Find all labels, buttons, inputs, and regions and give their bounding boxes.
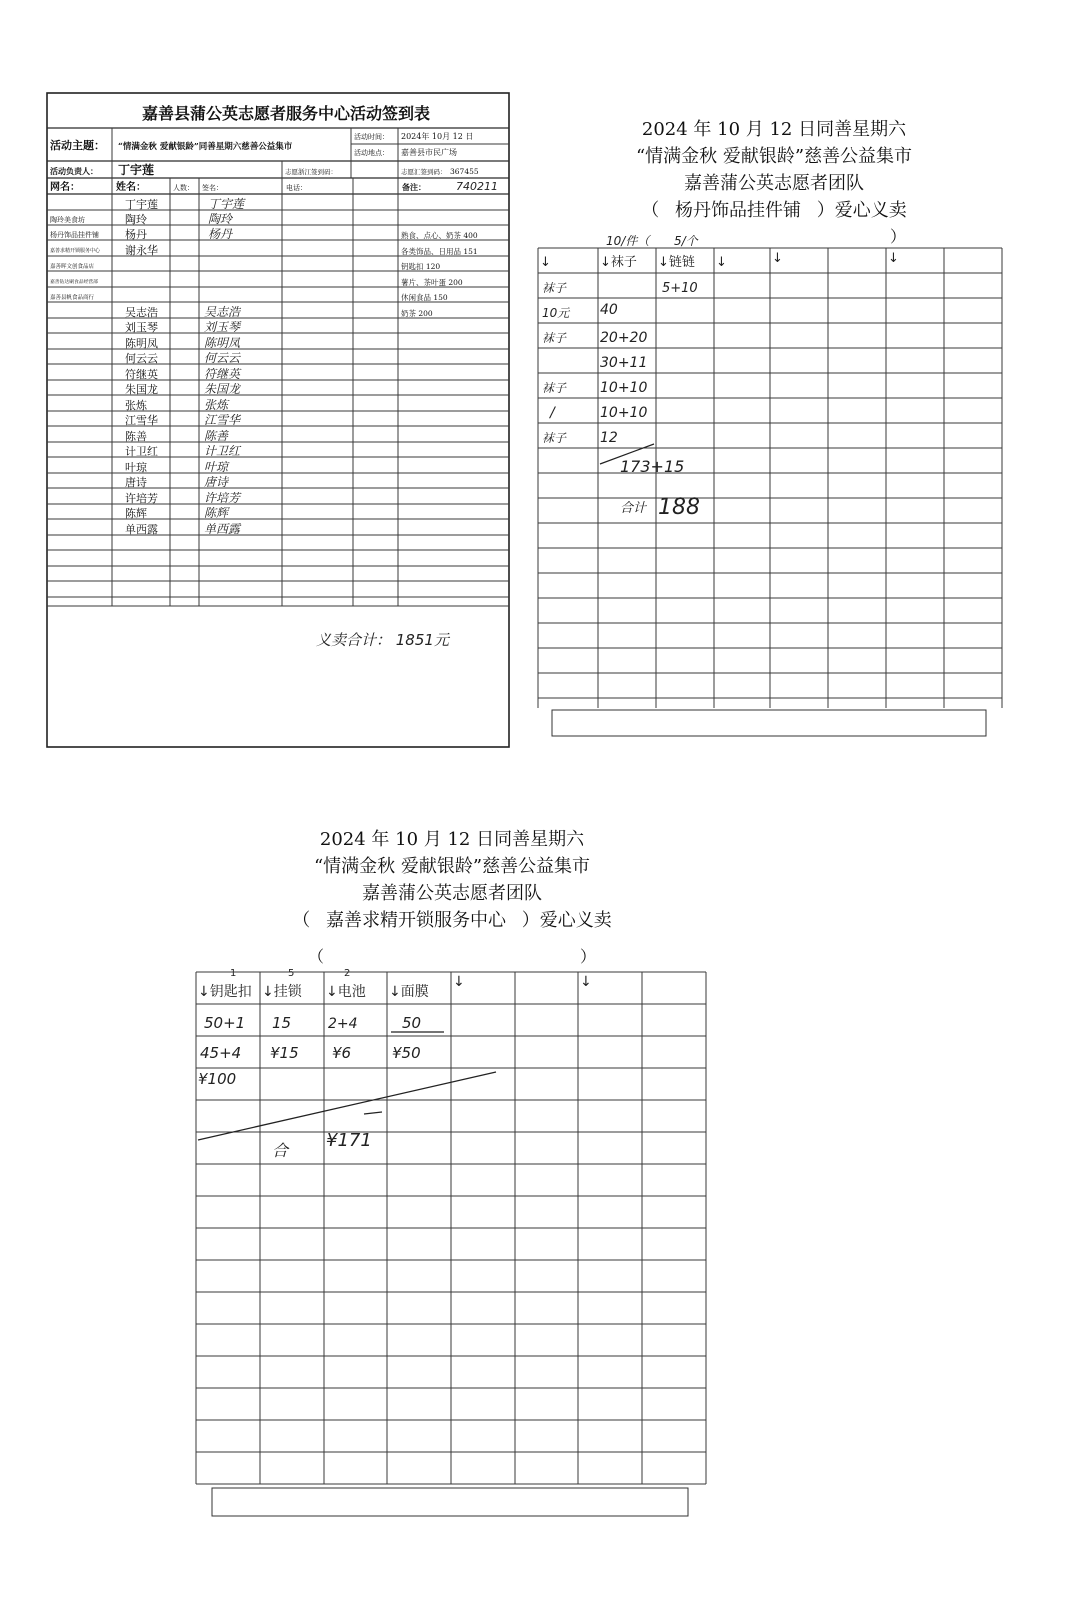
sales-entries: [542, 281, 700, 520]
column-heads: [198, 974, 592, 1000]
row-value: 50: [402, 1014, 422, 1032]
column-heads: [540, 251, 899, 270]
vendor-name: 杨丹饰品挂件铺: [675, 200, 801, 221]
signature: 何云云: [204, 351, 241, 365]
subtotal: 173+15: [620, 457, 685, 476]
person-name: 丁宇莲: [125, 198, 158, 211]
header-date: 2024 年 10 月 12 日同善星期六: [319, 829, 585, 850]
header-event: “情满金秋 爱献银龄”慈善公益集市: [313, 856, 591, 877]
signature: 朱国龙: [204, 382, 241, 396]
col-head-web: 网名：: [50, 182, 80, 193]
row-value: 10+10: [600, 380, 648, 396]
time-value: 2024年 10月 12 日: [401, 132, 474, 141]
person-name: 单西露: [125, 523, 158, 536]
signature: 叶琼: [204, 460, 229, 474]
person-name: 何云云: [125, 352, 158, 365]
theme-value: “情满金秋 爱献银龄”同善星期六慈善公益集市: [118, 142, 293, 152]
col-head-sign: 签名：: [202, 184, 223, 192]
signature: 许培芳: [204, 491, 241, 505]
person-name: 刘玉琴: [125, 321, 158, 334]
note-text: 奶茶 200: [401, 309, 433, 318]
row-value: 2+4: [328, 1016, 358, 1032]
signature: 张炼: [204, 398, 229, 412]
total-label: 合计: [620, 501, 647, 516]
person-name: 计卫红: [125, 445, 158, 458]
theme-label: 活动主题：: [50, 139, 105, 152]
signin-sheet: [46, 92, 510, 748]
hand-price-note: 5/个: [674, 234, 698, 248]
column-head: ↓链链: [658, 255, 695, 270]
charity-sale-label: ）爱心义卖: [816, 200, 907, 221]
row-value: 5+10: [662, 281, 698, 296]
row-value: ¥50: [392, 1044, 421, 1062]
row-value: 12: [600, 430, 618, 446]
signin-table: [46, 92, 510, 748]
org-name: 嘉善求精开锁服务中心: [50, 248, 101, 254]
note-text: 休闲食品 150: [401, 293, 448, 302]
column-head: ↓: [580, 974, 592, 990]
paren-close: ）: [580, 947, 597, 966]
signature: 丁宇莲: [208, 197, 245, 211]
note-text: 熟食、点心、奶茶 400: [401, 231, 478, 240]
org-name: 嘉善县帆食品商行: [50, 295, 95, 301]
tally-tick: 5: [288, 968, 295, 979]
tally-tick: 1: [230, 968, 237, 979]
header-team: 嘉善蒲公英志愿者团队: [684, 173, 864, 194]
column-head: ↓: [540, 255, 551, 270]
row-label: 袜子: [542, 281, 567, 295]
header-team: 嘉善蒲公英志愿者团队: [362, 883, 542, 904]
row-label: 袜子: [542, 381, 567, 395]
person-name: 陈明凤: [125, 337, 158, 350]
hz-code-label: 志愿汇签到码：: [401, 168, 447, 176]
sales-grid: [186, 800, 718, 1540]
person-name: 陶玲: [125, 213, 147, 226]
col-head-phone: 电话：: [286, 184, 307, 192]
person-name: 符继英: [125, 368, 158, 381]
signature: 江雪华: [204, 413, 241, 427]
signature: 计卫红: [204, 444, 241, 458]
person-name: 陈辉: [125, 507, 147, 520]
column-head: ↓: [772, 251, 783, 266]
row-value: ¥15: [270, 1044, 299, 1062]
col-head-name: 姓名：: [116, 182, 146, 193]
row-label: 袜子: [542, 331, 567, 345]
person-name: 杨丹: [125, 228, 147, 241]
person-name: 谢永华: [125, 244, 158, 257]
row-label: 10元: [542, 306, 570, 320]
org-name: 杨丹饰品挂件铺: [50, 231, 99, 239]
paren-close: ）: [890, 227, 907, 246]
leader-value: 丁宇莲: [118, 163, 155, 177]
column-head: ↓: [716, 255, 727, 270]
row-value: 20+20: [600, 330, 648, 346]
person-name: 朱国龙: [125, 383, 158, 396]
org-name: 陶玲美食坊: [50, 216, 85, 224]
header-date: 2024 年 10 月 12 日同善星期六: [641, 119, 907, 140]
signature: 陈辉: [204, 506, 229, 520]
column-head: ↓: [888, 251, 899, 266]
total-value: 188: [658, 495, 700, 520]
row-value: ¥6: [332, 1044, 352, 1062]
sales-sheet-lock-service: [186, 800, 718, 1540]
person-name: 唐诗: [125, 476, 147, 489]
charity-sale-label: ）爱心义卖: [521, 910, 612, 931]
signature: 陶玲: [208, 212, 233, 226]
note-text: 钥匙扣 120: [401, 262, 441, 271]
signature: 杨丹: [208, 227, 233, 241]
signature: 陈明凤: [204, 336, 241, 350]
place-value: 嘉善县市民广场: [401, 148, 457, 157]
signature: 陈善: [204, 429, 229, 443]
column-head: ↓钥匙扣: [198, 984, 252, 1000]
org-name: 嘉善钻达刷食品经营部: [50, 280, 98, 285]
place-label: 活动地点：: [354, 149, 389, 157]
note-first: 740211: [456, 180, 498, 193]
hand-price-note: 10/件（: [606, 234, 650, 248]
row-value: 15: [272, 1014, 292, 1032]
sales-sheet-yangdan: [528, 76, 1020, 766]
person-name: 陈善: [125, 430, 147, 443]
row-label: /: [550, 405, 555, 421]
person-name: 许培芳: [125, 492, 158, 505]
row-value: 45+4: [200, 1044, 242, 1062]
footer-box: [212, 1488, 688, 1516]
org-name: 嘉善晖文创食品店: [50, 264, 95, 270]
column-head: ↓挂锁: [262, 984, 302, 1000]
signature: 吴志浩: [204, 305, 241, 319]
row-value: ¥100: [198, 1070, 237, 1088]
hz-code-value: 367455: [450, 167, 479, 176]
note-text: 薯片、茶叶蛋 200: [401, 278, 463, 287]
sales-grid: [528, 76, 1020, 766]
vendor-name: 嘉善求精开锁服务中心: [326, 910, 506, 931]
total-label: 合: [272, 1141, 289, 1160]
column-head: ↓袜子: [600, 255, 637, 270]
time-label: 活动时间：: [354, 133, 389, 141]
person-name: 江雪华: [125, 414, 158, 427]
total-value: ¥171: [326, 1130, 372, 1151]
zj-code-label: 志愿浙江签到码：: [285, 168, 337, 176]
paren-open: （: [292, 910, 311, 931]
column-head: ↓电池: [326, 984, 366, 1000]
tally-tick: 2: [344, 968, 351, 979]
paren-open: （: [641, 200, 660, 221]
header-event: “情满金秋 爱献银龄”慈善公益集市: [635, 146, 913, 167]
signature: 刘玉琴: [204, 320, 241, 334]
signature: 唐诗: [204, 475, 229, 489]
paren-open: （: [308, 947, 325, 966]
col-head-count: 人数：: [173, 184, 194, 192]
footer-box: [552, 710, 986, 736]
person-name: 张炼: [125, 399, 147, 412]
row-value: 30+11: [600, 355, 648, 371]
person-name: 吴志浩: [125, 306, 158, 319]
signin-title: 嘉善县蒲公英志愿者服务中心活动签到表: [141, 104, 431, 123]
row-value: 10+10: [600, 405, 648, 421]
signin-total: 义卖合计： 1851元: [316, 631, 449, 649]
row-value: 50+1: [204, 1014, 246, 1032]
column-head: ↓: [453, 974, 465, 990]
signature: 单西露: [204, 522, 241, 536]
leader-label: 活动负责人：: [50, 166, 98, 176]
col-head-note: 备注：: [402, 182, 426, 192]
signature: 符继英: [204, 367, 241, 381]
column-head: ↓面膜: [389, 984, 429, 1000]
row-value: 40: [600, 302, 618, 318]
note-text: 各类饰品、日用品 151: [401, 247, 478, 256]
row-label: 袜子: [542, 431, 567, 445]
person-name: 叶琼: [125, 461, 147, 474]
